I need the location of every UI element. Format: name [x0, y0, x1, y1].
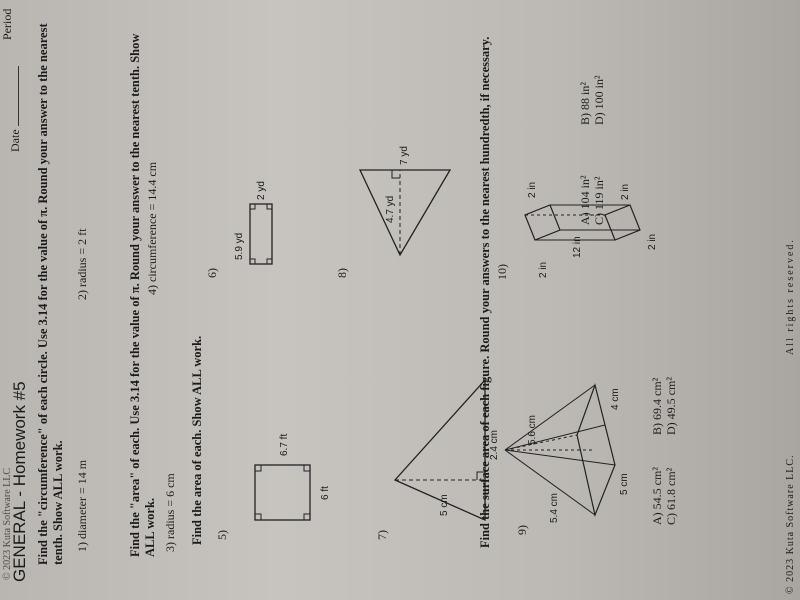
- circle-area-instructions: Find the "area" of each. Use 3.14 for the value of π. Round your answer to the nearest tenth. Show ALL work.: [128, 33, 157, 557]
- q10-choice-b: B) 88 in²: [578, 82, 592, 125]
- q10-choice-c: C) 119 in²: [592, 176, 606, 225]
- surface-area-instructions: Find the surface area of each figure. Round your answers to the nearest hundredth, if necessary.: [478, 36, 492, 548]
- q9-choice-c: C) 61.8 cm²: [664, 467, 678, 525]
- figure-8-base: 7 yd: [399, 146, 410, 165]
- figure-7-height: 5 cm: [439, 494, 450, 516]
- footer-rights: All rights reserved.: [785, 238, 796, 355]
- figure-6-rectangle: [228, 150, 308, 270]
- problem-8: 8): [335, 268, 349, 278]
- figure-9-base-b: 4 cm: [610, 388, 621, 410]
- problem-5: 5): [215, 530, 229, 540]
- figure-6-width: 2 yd: [256, 181, 267, 200]
- problem-1: 1) diameter = 14 m: [75, 459, 89, 552]
- figure-7-base: 2.4 cm: [489, 429, 500, 460]
- q9-choice-d: D) 49.5 cm²: [664, 377, 678, 435]
- date-label: Date: [8, 66, 23, 152]
- problem-6: 6): [205, 268, 219, 278]
- problem-7: 7): [375, 530, 389, 540]
- figure-8-height: 4.7 yd: [385, 195, 396, 223]
- problem-10: 10): [495, 264, 509, 280]
- polygon-area-instructions: Find the area of each. Show ALL work.: [190, 335, 204, 545]
- figure-6-length: 5.9 yd: [234, 232, 245, 260]
- date-line: [18, 66, 19, 126]
- figure-5-side-a: 6.7 ft: [279, 433, 290, 456]
- circumference-instructions: Find the "circumference" of each circle. Use 3.14 for the value of π. Round your answer to the nearest tenth. Show ALL work.: [36, 23, 65, 565]
- q9-choice-a: A) 54.5 cm²: [650, 467, 664, 525]
- q10-choice-a: A) 104 in²: [578, 175, 592, 225]
- figure-9-pyramid: [495, 345, 635, 525]
- copyright-top: © 2023 Kuta Software LLC: [2, 467, 13, 580]
- problem-2: 2) radius = 2 ft: [75, 228, 89, 300]
- problem-9: 9): [515, 525, 529, 535]
- figure-5-square: [240, 390, 350, 530]
- figure-9-side: 5.4 cm: [549, 492, 560, 523]
- figure-5-side-b: 6 ft: [320, 486, 331, 500]
- figure-9-slant: 5.6 cm: [527, 414, 538, 445]
- figure-9-base-a: 5 cm: [619, 473, 630, 495]
- figure-10-height-right: 2 in: [620, 183, 631, 200]
- q10-choice-d: D) 100 in²: [592, 75, 606, 125]
- footer-copyright: © 2023 Kuta Software LLC.: [785, 454, 796, 594]
- problem-3: 3) radius = 6 cm: [163, 473, 177, 552]
- problem-4: 4) circumference = 14.4 cm: [145, 161, 159, 295]
- figure-10-left: 2 in: [538, 261, 549, 278]
- q9-choice-b: B) 69.4 cm²: [650, 377, 664, 435]
- worksheet-title: GENERAL - Homework #5: [10, 381, 29, 582]
- figure-10-width-top: 2 in: [527, 181, 538, 198]
- period-label: Period: [0, 8, 14, 40]
- figure-10-length: 12 in: [572, 236, 583, 258]
- figure-10-bottom: 2 in: [647, 233, 658, 250]
- figure-8-triangle: [355, 105, 465, 265]
